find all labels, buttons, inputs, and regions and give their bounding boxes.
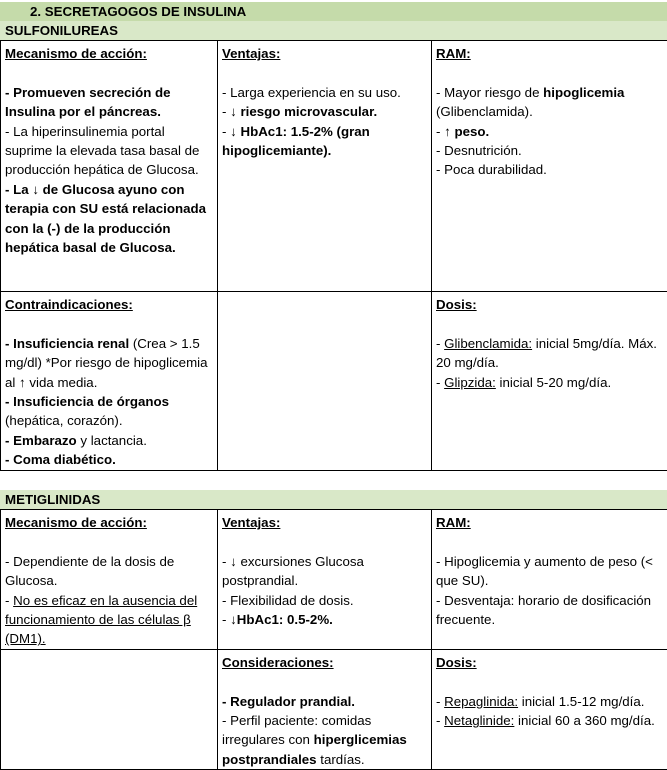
sulf-ram-2: - ↑ peso. (436, 122, 662, 141)
sulf-dos-1: - Glibenclamida: inicial 5mg/día. Máx. 20 mg/día. (436, 334, 662, 373)
sulf-dosis-cell (432, 292, 667, 471)
metig-cons-2: - Perfil paciente: comidas irregulares con hiperglicemias postprandiales tardías. (222, 711, 426, 769)
sulf-ven-2: - ↓ riesgo microvascular. (222, 102, 426, 121)
sulf-ventajas-cell (218, 41, 432, 292)
metig-mec-2: - No es eficaz en la ausencia del funcionamiento de las células β (DM1). (5, 591, 212, 649)
sulf-mecanismo-cell (1, 41, 218, 292)
metig-mec-1: - Dependiente de la dosis de Glucosa. (5, 552, 212, 591)
metig-dos-2: - Netaglinide: inicial 60 a 360 mg/día. (436, 711, 662, 730)
sulf-ram-header: RAM: (436, 44, 662, 63)
sulf-mec-3: - La ↓ de Glucosa ayuno con terapia con SU está relacionada con la (-) de la producción hepática basal de Glucosa. (5, 180, 212, 258)
metiglinidas-title: METIGLINIDAS (0, 490, 667, 509)
sulf-mec-1: - Promueven secreción de Insulina por el páncreas. (5, 83, 212, 122)
sulf-con-3: - Embarazo y lactancia. (5, 431, 212, 450)
sulfonilureas-table (0, 40, 667, 471)
sulfonilureas-title: SULFONILUREAS (0, 21, 667, 40)
metig-ram-cell (432, 510, 667, 650)
sulf-mec-2: - La hiperinsulinemia portal suprime la elevada tasa basal de producción hepática de Glucosa. (5, 122, 212, 180)
sulf-con-4: - Coma diabético. (5, 450, 212, 469)
sulf-con-1: - Insuficiencia renal (Crea > 1.5 mg/dl) *Por riesgo de hipoglicemia al ↑ vida media. (5, 334, 212, 392)
metig-ram-header: RAM: (436, 513, 662, 532)
metig-ventajas-header: Ventajas: (222, 513, 426, 532)
metig-consid-cell (218, 649, 432, 769)
metig-empty-cell (1, 649, 218, 769)
sulf-dos-2: - Glipzida: inicial 5-20 mg/día. (436, 373, 662, 392)
metig-consid-header: Consideraciones: (222, 653, 426, 672)
sulf-con-2: - Insuficiencia de órganos (hepática, corazón). (5, 392, 212, 431)
metig-mecanismo-header: Mecanismo de acción: (5, 513, 212, 532)
section-title: 2. SECRETAGOGOS DE INSULINA (0, 2, 667, 21)
sulf-ram-3: - Desnutrición. (436, 141, 662, 160)
metig-mecanismo-cell (1, 510, 218, 650)
sulf-ventajas-header: Ventajas: (222, 44, 426, 63)
metig-ventajas-cell (218, 510, 432, 650)
metig-ram-1: - Hipoglicemia y aumento de peso (< que SU). (436, 552, 662, 591)
sulf-ven-3: - ↓ HbAc1: 1.5-2% (gran hipoglicemiante). (222, 122, 426, 161)
sulf-dosis-header: Dosis: (436, 295, 662, 314)
sulf-ven-1: - Larga experiencia en su uso. (222, 83, 426, 102)
metig-ram-2: - Desventaja: horario de dosificación frecuente. (436, 591, 662, 630)
metiglinidas-table (0, 509, 667, 770)
metig-ven-2: - Flexibilidad de dosis. (222, 591, 426, 610)
metig-dos-1: - Repaglinida: inicial 1.5-12 mg/día. (436, 692, 662, 711)
sulf-empty-cell (218, 292, 432, 471)
sulf-contra-header: Contraindicaciones: (5, 295, 212, 314)
metig-ven-1: - ↓ excursiones Glucosa postprandial. (222, 552, 426, 591)
metig-cons-1: - Regulador prandial. (222, 692, 426, 711)
sulf-ram-1: - Mayor riesgo de hipoglicemia (Glibenclamida). (436, 83, 662, 122)
sulf-mecanismo-header: Mecanismo de acción: (5, 44, 212, 63)
sulf-ram-4: - Poca durabilidad. (436, 160, 662, 179)
metig-dosis-header: Dosis: (436, 653, 662, 672)
sulf-ram-cell (432, 41, 667, 292)
sulf-contra-cell (1, 292, 218, 471)
metig-dosis-cell (432, 649, 667, 769)
metig-ven-3: - ↓HbAc1: 0.5-2%. (222, 610, 426, 629)
